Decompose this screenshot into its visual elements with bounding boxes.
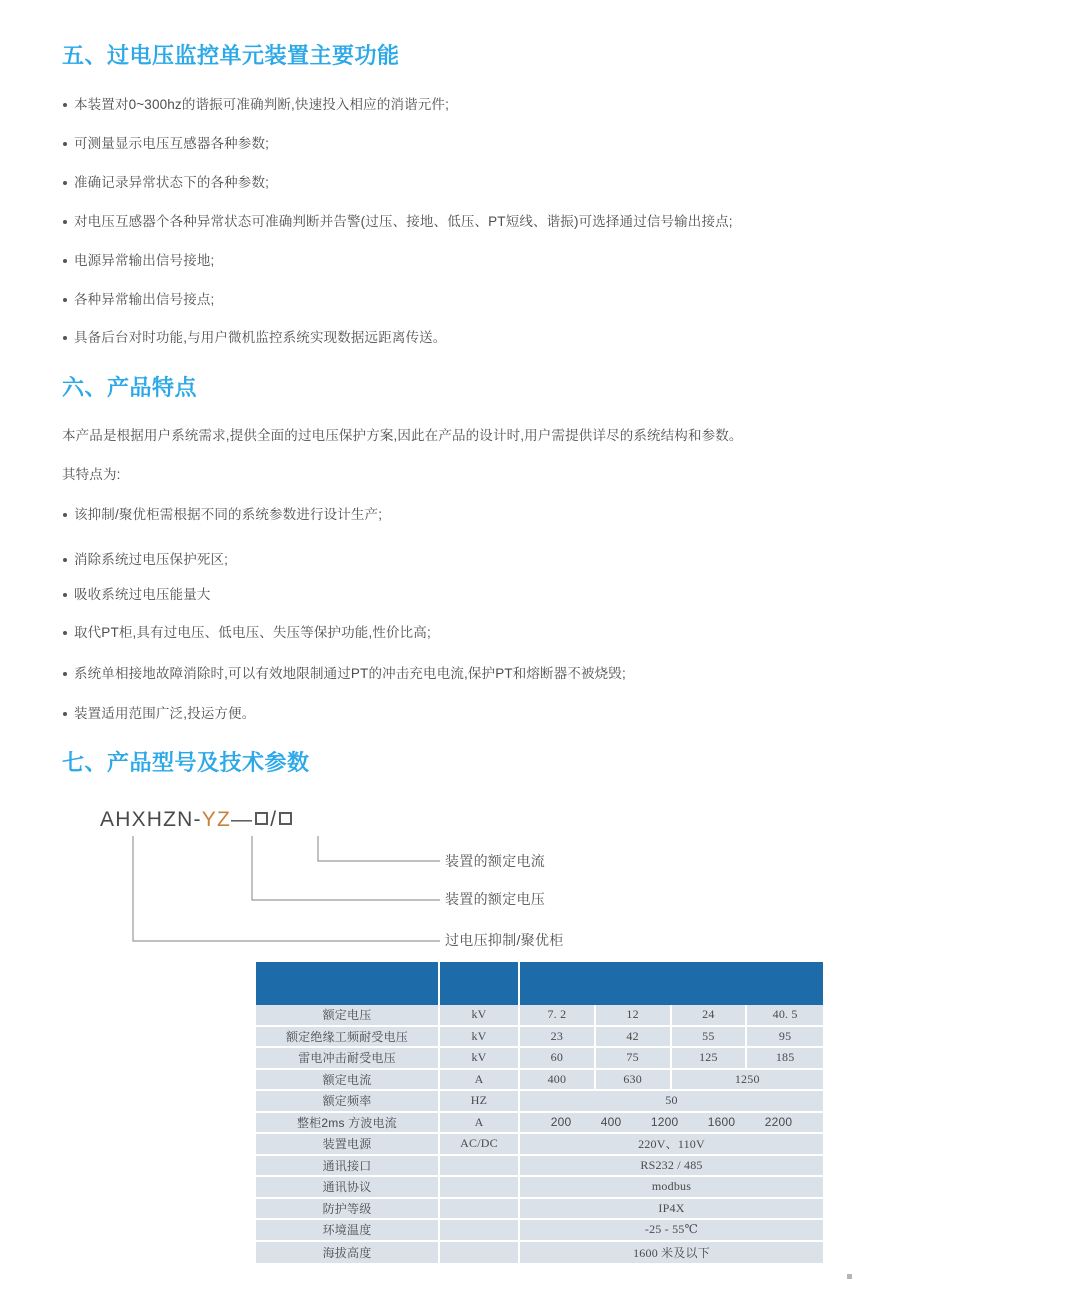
spec-table-container [256, 962, 823, 1263]
table-row [256, 1027, 823, 1049]
row-value: 630 [596, 1070, 672, 1092]
spec-table-head [256, 962, 823, 1005]
section-5-bullet-6: 各种异常输出信号接点; [62, 291, 214, 309]
row-name: 额定频率 [256, 1091, 440, 1113]
row-unit [440, 1156, 520, 1178]
section-5-bullet-2: 可测量显示电压互感器各种参数; [62, 135, 269, 153]
row-unit: kV [440, 1048, 520, 1070]
section-5-bullet-3: 准确记录异常状态下的各种参数; [62, 174, 269, 192]
row-value: 125 [672, 1048, 748, 1070]
row-value: modbus [520, 1177, 823, 1199]
section-5-heading: 五、过电压监控单元装置主要功能 [62, 43, 400, 68]
row-value: 75 [596, 1048, 672, 1070]
header-cell-values [520, 962, 823, 1005]
row-value: 42 [596, 1027, 672, 1049]
row-name: 雷电冲击耐受电压 [256, 1048, 440, 1070]
leader-line-current [318, 836, 440, 861]
model-code-slash: / [270, 808, 278, 831]
header-cell-name [256, 962, 440, 1005]
table-row [256, 1177, 823, 1199]
row-unit: kV [440, 1005, 520, 1027]
row-value: 55 [672, 1027, 748, 1049]
section-5-bullet-5: 电源异常输出信号接地; [62, 252, 214, 270]
row-value: 40. 5 [747, 1005, 823, 1027]
scan-artifact-mark [847, 1274, 852, 1279]
row-name: 装置电源 [256, 1134, 440, 1156]
row-value: 185 [747, 1048, 823, 1070]
table-row [256, 1048, 823, 1070]
table-row [256, 1070, 823, 1092]
table-row [256, 1156, 823, 1178]
row-unit: AC/DC [440, 1134, 520, 1156]
section-5-bullet-1: 本装置对0~300hz的谐振可准确判断,快速投入相应的消谐元件; [62, 96, 449, 114]
row-value: 24 [672, 1005, 748, 1027]
label-rated-voltage: 装置的额定电压 [445, 891, 546, 907]
row-value: 60 [520, 1048, 596, 1070]
model-designation-diagram [100, 808, 660, 958]
row-value: 23 [520, 1027, 596, 1049]
spec-table-body [256, 1005, 823, 1263]
table-row [256, 1199, 823, 1221]
leader-line-voltage [252, 836, 440, 900]
row-value: 12 [596, 1005, 672, 1027]
section-5-bullet-7: 具备后台对时功能,与用户微机监控系统实现数据远距离传送。 [62, 329, 446, 347]
row-unit [440, 1220, 520, 1242]
row-value: 1600 [707, 1115, 736, 1130]
section-6-heading: 六、产品特点 [62, 375, 198, 400]
row-name: 额定绝缘工频耐受电压 [256, 1027, 440, 1049]
row-unit [440, 1199, 520, 1221]
model-code-yz: YZ [201, 808, 231, 831]
row-value: 1600 米及以下 [520, 1242, 823, 1264]
row-unit [440, 1177, 520, 1199]
table-row [256, 1242, 823, 1264]
row-value: 1250 [672, 1070, 824, 1092]
row-value: -25 - 55℃ [520, 1220, 823, 1242]
spec-table-header-row [256, 962, 823, 1005]
section-6-bullet-1: 该抑制/聚优柜需根据不同的系统参数进行设计生产; [62, 506, 382, 524]
row-name: 通讯协议 [256, 1177, 440, 1199]
spec-table [256, 962, 823, 1263]
row-name: 环境温度 [256, 1220, 440, 1242]
section-6-bullet-3: 吸收系统过电压能量大 [62, 586, 211, 604]
table-row [256, 1134, 823, 1156]
row-value: 7. 2 [520, 1005, 596, 1027]
row-value: RS232 / 485 [520, 1156, 823, 1178]
row-value: 400 [600, 1115, 622, 1130]
table-row [256, 1113, 823, 1135]
table-row [256, 1220, 823, 1242]
section-6-paragraph-2: 其特点为: [62, 467, 121, 482]
row-name: 额定电流 [256, 1070, 440, 1092]
row-value-group [520, 1113, 823, 1135]
row-value: 2200 [764, 1115, 793, 1130]
section-6-bullet-4: 取代PT柜,具有过电压、低电压、失压等保护功能,性价比高; [62, 624, 431, 642]
row-unit: HZ [440, 1091, 520, 1113]
model-code-dash: — [230, 808, 254, 831]
section-6-bullet-5: 系统单相接地故障消除时,可以有效地限制通过PT的冲击充电电流,保护PT和熔断器不被烧毁; [62, 665, 626, 683]
header-cell-unit [440, 962, 520, 1005]
section-6-bullet-6: 装置适用范围广泛,投运方便。 [62, 705, 255, 723]
row-value: 220V、110V [520, 1134, 823, 1156]
label-cabinet-type: 过电压抑制/聚优柜 [445, 932, 564, 948]
row-name: 防护等级 [256, 1199, 440, 1221]
row-name: 额定电压 [256, 1005, 440, 1027]
row-value: IP4X [520, 1199, 823, 1221]
section-6-bullet-2: 消除系统过电压保护死区; [62, 551, 228, 569]
row-unit: A [440, 1070, 520, 1092]
row-value: 95 [747, 1027, 823, 1049]
row-value: 200 [550, 1115, 572, 1130]
row-name: 整柜2ms 方波电流 [256, 1113, 440, 1135]
row-value: 1200 [650, 1115, 679, 1130]
leader-lines [100, 808, 660, 958]
row-unit [440, 1242, 520, 1264]
row-name: 通讯接口 [256, 1156, 440, 1178]
table-row [256, 1005, 823, 1027]
row-value: 50 [520, 1091, 823, 1113]
row-value: 400 [520, 1070, 596, 1092]
section-5-bullet-4: 对电压互感器个各种异常状态可准确判断并告警(过压、接地、低压、PT短线、谐振)可选择通过信号输出接点; [62, 213, 733, 231]
section-7-heading: 七、产品型号及技术参数 [62, 750, 310, 775]
row-name: 海拔高度 [256, 1242, 440, 1264]
section-6-paragraph-1: 本产品是根据用户系统需求,提供全面的过电压保护方案,因此在产品的设计时,用户需提供详尽的系统结构和参数。 [62, 428, 743, 443]
leader-line-cabinet [133, 836, 440, 941]
model-code-prefix: AHXHZN- [100, 808, 202, 831]
label-rated-current: 装置的额定电流 [445, 853, 546, 869]
row-unit: A [440, 1113, 520, 1135]
table-row [256, 1091, 823, 1113]
row-unit: kV [440, 1027, 520, 1049]
